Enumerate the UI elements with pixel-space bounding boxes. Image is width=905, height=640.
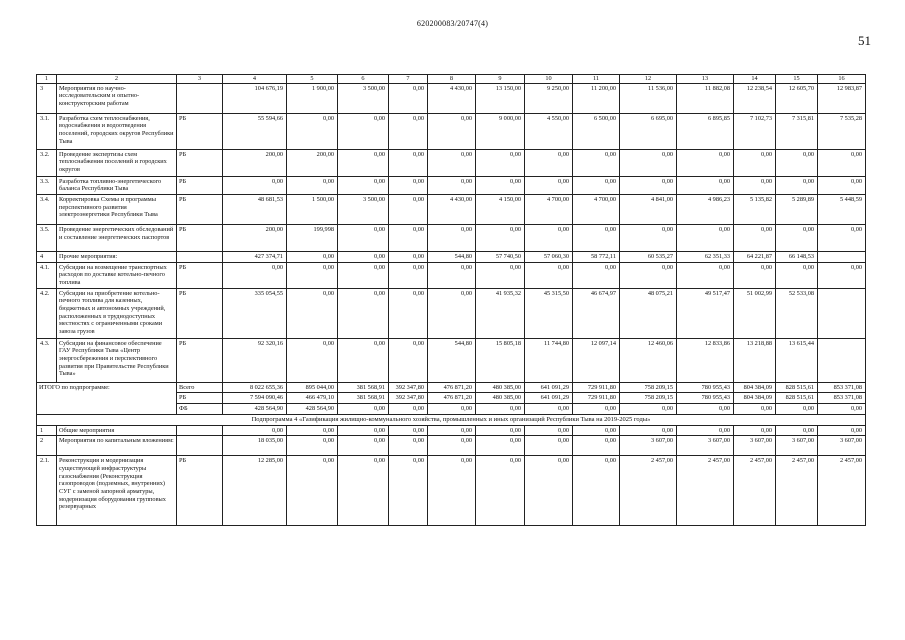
table-row — [37, 338, 866, 382]
value-cell: 0,00 — [620, 225, 677, 252]
value-cell: 0,00 — [525, 262, 573, 288]
value-cell: 0,00 — [776, 404, 818, 415]
value-cell: 0,00 — [818, 262, 866, 288]
value-cell: 0,00 — [389, 149, 428, 176]
value-cell: 11 200,00 — [573, 83, 620, 113]
funding-source: РБ — [177, 456, 223, 526]
value-cell: 13 150,00 — [476, 83, 525, 113]
value-cell: 57 060,30 — [525, 252, 573, 263]
value-cell: 0,00 — [338, 436, 389, 456]
value-cell: 0,00 — [476, 262, 525, 288]
value-cell: 0,00 — [389, 225, 428, 252]
value-cell: 45 315,50 — [525, 288, 573, 338]
value-cell: 0,00 — [338, 149, 389, 176]
value-cell: 0,00 — [428, 176, 476, 194]
value-cell: 7 594 090,46 — [223, 393, 287, 404]
column-header: 6 — [338, 75, 389, 84]
value-cell: 2 457,00 — [677, 456, 734, 526]
value-cell: 804 384,09 — [734, 393, 776, 404]
value-cell: 0,00 — [620, 425, 677, 436]
value-cell: 0,00 — [287, 436, 338, 456]
total-source: РБ — [177, 393, 223, 404]
value-cell: 7 315,81 — [776, 113, 818, 149]
value-cell: 0,00 — [287, 288, 338, 338]
total-source: Всего — [177, 382, 223, 393]
funding-source — [177, 83, 223, 113]
value-cell: 9 250,00 — [525, 83, 573, 113]
value-cell: 60 535,27 — [620, 252, 677, 263]
value-cell: 0,00 — [677, 404, 734, 415]
row-number: 2.1. — [37, 456, 57, 526]
table-row — [37, 425, 866, 436]
value-cell: 0,00 — [428, 404, 476, 415]
value-cell: 199,998 — [287, 225, 338, 252]
row-title: Реконструкция и модернизация существующей инфраструктуры газоснабжения (Реконструкция газопроводов (подземных, внутренних) СУГ с заменой запорной арматуры, модернизация оборудования групповых резервуарных — [57, 456, 177, 526]
value-cell: 13 218,88 — [734, 338, 776, 382]
value-cell: 0,00 — [428, 225, 476, 252]
value-cell: 12 983,87 — [818, 83, 866, 113]
value-cell: 46 674,97 — [573, 288, 620, 338]
value-cell: 0,00 — [776, 262, 818, 288]
column-header: 15 — [776, 75, 818, 84]
table-body — [37, 75, 866, 526]
value-cell: 12 460,06 — [620, 338, 677, 382]
row-title: Субсидии на финансовое обеспечение ГАУ Республики Тыва «Центр энергосбережения и перспективного развития при Правительстве Республики Тыва» — [57, 338, 177, 382]
row-number: 4.1. — [37, 262, 57, 288]
column-header: 2 — [57, 75, 177, 84]
value-cell: 9 000,00 — [476, 113, 525, 149]
value-cell: 381 568,91 — [338, 393, 389, 404]
value-cell: 4 700,00 — [525, 195, 573, 225]
value-cell: 0,00 — [525, 176, 573, 194]
row-number: 3.1. — [37, 113, 57, 149]
value-cell: 0,00 — [677, 262, 734, 288]
value-cell: 6 500,00 — [573, 113, 620, 149]
value-cell: 2 457,00 — [818, 456, 866, 526]
value-cell: 4 841,00 — [620, 195, 677, 225]
value-cell: 11 536,00 — [620, 83, 677, 113]
value-cell: 0,00 — [338, 252, 389, 263]
row-number: 1 — [37, 425, 57, 436]
value-cell: 0,00 — [818, 404, 866, 415]
value-cell: 428 564,90 — [223, 404, 287, 415]
value-cell: 480 385,00 — [476, 382, 525, 393]
row-number: 3.3. — [37, 176, 57, 194]
value-cell: 64 221,87 — [734, 252, 776, 263]
value-cell: 0,00 — [338, 176, 389, 194]
value-cell: 0,00 — [677, 176, 734, 194]
value-cell: 544,80 — [428, 338, 476, 382]
table-row — [37, 288, 866, 338]
value-cell: 0,00 — [476, 404, 525, 415]
funding-source: РБ — [177, 288, 223, 338]
value-cell: 0,00 — [476, 225, 525, 252]
row-title: Мероприятия по капитальным вложениям: — [57, 436, 177, 456]
value-cell: 476 871,20 — [428, 393, 476, 404]
value-cell: 58 772,11 — [573, 252, 620, 263]
value-cell: 0,00 — [677, 225, 734, 252]
value-cell: 2 457,00 — [734, 456, 776, 526]
value-cell: 55 594,66 — [223, 113, 287, 149]
value-cell: 4 986,23 — [677, 195, 734, 225]
value-cell: 641 091,29 — [525, 393, 573, 404]
value-cell: 0,00 — [338, 288, 389, 338]
value-cell: 758 209,15 — [620, 393, 677, 404]
budget-table — [36, 74, 866, 526]
value-cell: 48 681,53 — [223, 195, 287, 225]
column-header-row — [37, 75, 866, 84]
value-cell: 0,00 — [818, 176, 866, 194]
value-cell: 0,00 — [573, 149, 620, 176]
value-cell: 0,00 — [776, 425, 818, 436]
value-cell: 11 744,80 — [525, 338, 573, 382]
funding-source — [177, 425, 223, 436]
value-cell: 4 430,00 — [428, 83, 476, 113]
value-cell: 4 150,00 — [476, 195, 525, 225]
value-cell: 544,80 — [428, 252, 476, 263]
column-header: 1 — [37, 75, 57, 84]
column-header: 16 — [818, 75, 866, 84]
value-cell: 0,00 — [818, 425, 866, 436]
value-cell: 0,00 — [389, 262, 428, 288]
value-cell: 0,00 — [776, 149, 818, 176]
row-number: 3.5. — [37, 225, 57, 252]
value-cell: 0,00 — [734, 176, 776, 194]
value-cell: 1 500,00 — [287, 195, 338, 225]
value-cell: 0,00 — [389, 113, 428, 149]
value-cell: 2 457,00 — [776, 456, 818, 526]
value-cell: 7 102,73 — [734, 113, 776, 149]
value-cell: 0,00 — [476, 436, 525, 456]
value-cell: 729 911,80 — [573, 393, 620, 404]
value-cell: 780 955,43 — [677, 382, 734, 393]
value-cell: 480 385,00 — [476, 393, 525, 404]
value-cell: 18 035,00 — [223, 436, 287, 456]
value-cell: 0,00 — [620, 262, 677, 288]
value-cell: 0,00 — [734, 425, 776, 436]
column-header: 13 — [677, 75, 734, 84]
table-row — [37, 456, 866, 526]
row-title: Мероприятия по научно-исследовательским и опытно-конструкторским работам — [57, 83, 177, 113]
value-cell: 0,00 — [525, 149, 573, 176]
value-cell: 0,00 — [223, 425, 287, 436]
value-cell: 466 479,10 — [287, 393, 338, 404]
value-cell: 104 676,19 — [223, 83, 287, 113]
column-header: 12 — [620, 75, 677, 84]
value-cell: 5 135,82 — [734, 195, 776, 225]
row-title: Разработка схем теплоснабжения, водоснабжения и водоотведения поселений, городских округов Республики Тыва — [57, 113, 177, 149]
value-cell: 392 347,80 — [389, 393, 428, 404]
row-number: 4.3. — [37, 338, 57, 382]
value-cell — [818, 252, 866, 263]
column-header: 7 — [389, 75, 428, 84]
value-cell: 62 351,33 — [677, 252, 734, 263]
value-cell: 1 900,00 — [287, 83, 338, 113]
value-cell: 428 564,90 — [287, 404, 338, 415]
value-cell: 12 285,00 — [223, 456, 287, 526]
row-title: Субсидии на возмещение транспортных расходов по доставке котельно-печного топлива — [57, 262, 177, 288]
row-number: 3.4. — [37, 195, 57, 225]
funding-source: РБ — [177, 225, 223, 252]
row-title: Общие мероприятия — [57, 425, 177, 436]
row-title: Проведение энергетических обследований и составление энергетических паспортов — [57, 225, 177, 252]
funding-source: РБ — [177, 338, 223, 382]
value-cell: 0,00 — [287, 425, 338, 436]
value-cell: 0,00 — [818, 225, 866, 252]
value-cell: 66 148,53 — [776, 252, 818, 263]
value-cell: 0,00 — [338, 456, 389, 526]
total-row — [37, 382, 866, 393]
value-cell: 0,00 — [734, 404, 776, 415]
value-cell: 828 515,61 — [776, 393, 818, 404]
column-header: 14 — [734, 75, 776, 84]
value-cell: 0,00 — [428, 436, 476, 456]
value-cell: 335 054,55 — [223, 288, 287, 338]
value-cell: 0,00 — [428, 288, 476, 338]
table-row — [37, 176, 866, 194]
value-cell: 11 882,08 — [677, 83, 734, 113]
column-header: 10 — [525, 75, 573, 84]
page-number: 51 — [858, 33, 871, 48]
value-cell: 0,00 — [389, 288, 428, 338]
value-cell: 8 022 655,36 — [223, 382, 287, 393]
value-cell: 0,00 — [389, 404, 428, 415]
value-cell: 5 289,89 — [776, 195, 818, 225]
value-cell: 0,00 — [734, 262, 776, 288]
value-cell: 0,00 — [389, 83, 428, 113]
value-cell: 6 895,85 — [677, 113, 734, 149]
value-cell: 804 384,09 — [734, 382, 776, 393]
value-cell: 0,00 — [525, 425, 573, 436]
value-cell: 0,00 — [776, 176, 818, 194]
table-row — [37, 252, 866, 263]
funding-source: РБ — [177, 176, 223, 194]
value-cell: 57 740,50 — [476, 252, 525, 263]
value-cell: 0,00 — [338, 404, 389, 415]
subprogram-title: Подпрограмма 4 «Газификация жилищно-коммунального хозяйства, промышленных и иных организаций Республики Тыва на 2019-2025 годы» — [37, 414, 866, 425]
value-cell: 51 002,99 — [734, 288, 776, 338]
row-number: 3.2. — [37, 149, 57, 176]
value-cell: 52 533,08 — [776, 288, 818, 338]
value-cell: 0,00 — [573, 176, 620, 194]
value-cell: 3 607,00 — [776, 436, 818, 456]
table-row — [37, 83, 866, 113]
value-cell: 7 535,28 — [818, 113, 866, 149]
value-cell: 0,00 — [776, 225, 818, 252]
value-cell: 0,00 — [389, 252, 428, 263]
value-cell: 381 568,91 — [338, 382, 389, 393]
value-cell: 12 097,14 — [573, 338, 620, 382]
value-cell — [818, 288, 866, 338]
value-cell: 0,00 — [428, 149, 476, 176]
value-cell: 828 515,61 — [776, 382, 818, 393]
value-cell: 0,00 — [573, 262, 620, 288]
value-cell: 0,00 — [734, 225, 776, 252]
value-cell: 2 457,00 — [620, 456, 677, 526]
value-cell: 0,00 — [620, 149, 677, 176]
value-cell: 3 500,00 — [338, 83, 389, 113]
value-cell: 0,00 — [573, 456, 620, 526]
value-cell: 4 700,00 — [573, 195, 620, 225]
table-row — [37, 195, 866, 225]
value-cell: 641 091,29 — [525, 382, 573, 393]
value-cell: 13 615,44 — [776, 338, 818, 382]
value-cell: 476 871,20 — [428, 382, 476, 393]
value-cell: 0,00 — [389, 176, 428, 194]
funding-source: РБ — [177, 149, 223, 176]
value-cell: 12 605,70 — [776, 83, 818, 113]
value-cell: 4 550,00 — [525, 113, 573, 149]
row-number: 4 — [37, 252, 57, 263]
value-cell: 3 607,00 — [677, 436, 734, 456]
value-cell: 92 320,16 — [223, 338, 287, 382]
funding-source: РБ — [177, 262, 223, 288]
value-cell: 758 209,15 — [620, 382, 677, 393]
value-cell: 0,00 — [620, 176, 677, 194]
value-cell: 15 805,18 — [476, 338, 525, 382]
value-cell: 0,00 — [389, 456, 428, 526]
value-cell: 0,00 — [389, 425, 428, 436]
value-cell: 0,00 — [287, 176, 338, 194]
column-header: 11 — [573, 75, 620, 84]
value-cell: 0,00 — [525, 404, 573, 415]
value-cell: 0,00 — [338, 425, 389, 436]
value-cell: 0,00 — [287, 252, 338, 263]
row-title: Разработка топливно-энергетического баланса Республики Тыва — [57, 176, 177, 194]
value-cell: 0,00 — [223, 262, 287, 288]
value-cell: 0,00 — [223, 176, 287, 194]
funding-source — [177, 252, 223, 263]
value-cell: 0,00 — [476, 176, 525, 194]
value-cell: 0,00 — [573, 225, 620, 252]
value-cell: 3 500,00 — [338, 195, 389, 225]
value-cell: 0,00 — [573, 404, 620, 415]
value-cell: 4 430,00 — [428, 195, 476, 225]
value-cell: 0,00 — [476, 425, 525, 436]
funding-source: РБ — [177, 195, 223, 225]
row-number: 4.2. — [37, 288, 57, 338]
value-cell: 853 371,08 — [818, 382, 866, 393]
value-cell: 0,00 — [677, 425, 734, 436]
value-cell: 0,00 — [287, 262, 338, 288]
table-row — [37, 262, 866, 288]
funding-source — [177, 436, 223, 456]
value-cell: 0,00 — [428, 262, 476, 288]
value-cell: 12 833,86 — [677, 338, 734, 382]
column-header: 9 — [476, 75, 525, 84]
row-title: Корректировка Схемы и программы перспективного развития электроэнергетики Республики Тыва — [57, 195, 177, 225]
value-cell: 0,00 — [525, 225, 573, 252]
value-cell: 729 911,80 — [573, 382, 620, 393]
value-cell: 0,00 — [428, 456, 476, 526]
column-header: 4 — [223, 75, 287, 84]
value-cell: 0,00 — [525, 456, 573, 526]
subprogram-row — [37, 414, 866, 425]
table-row — [37, 113, 866, 149]
value-cell: 0,00 — [389, 436, 428, 456]
table-row — [37, 436, 866, 456]
value-cell: 200,00 — [223, 225, 287, 252]
value-cell: 0,00 — [338, 262, 389, 288]
value-cell: 48 075,21 — [620, 288, 677, 338]
value-cell — [818, 338, 866, 382]
table-row — [37, 149, 866, 176]
value-cell: 0,00 — [476, 456, 525, 526]
document-code: 620200083/20747(4) — [416, 19, 489, 28]
value-cell: 0,00 — [287, 113, 338, 149]
row-title: Прочие мероприятия: — [57, 252, 177, 263]
value-cell: 0,00 — [734, 149, 776, 176]
column-header: 5 — [287, 75, 338, 84]
total-label: ИТОГО по подпрограмме: — [37, 382, 177, 414]
value-cell: 3 607,00 — [818, 436, 866, 456]
value-cell: 3 607,00 — [620, 436, 677, 456]
value-cell: 0,00 — [389, 338, 428, 382]
value-cell: 0,00 — [338, 225, 389, 252]
value-cell: 200,00 — [287, 149, 338, 176]
total-source: ФБ — [177, 404, 223, 415]
value-cell: 12 238,54 — [734, 83, 776, 113]
funding-source: РБ — [177, 113, 223, 149]
value-cell: 5 448,59 — [818, 195, 866, 225]
value-cell: 0,00 — [287, 456, 338, 526]
column-header: 3 — [177, 75, 223, 84]
value-cell: 0,00 — [389, 195, 428, 225]
value-cell: 6 695,00 — [620, 113, 677, 149]
value-cell: 0,00 — [573, 436, 620, 456]
value-cell: 0,00 — [620, 404, 677, 415]
value-cell: 0,00 — [476, 149, 525, 176]
row-number: 3 — [37, 83, 57, 113]
value-cell: 0,00 — [818, 149, 866, 176]
row-title: Субсидии на приобретение котельно-печного топлива для казенных, бюджетных и автономных учреждений, расположенных в труднодоступных местностях с ограниченными сроками завоза грузов — [57, 288, 177, 338]
row-title: Проведение экспертизы схем теплоснабжения поселений и городских округов — [57, 149, 177, 176]
value-cell: 427 374,71 — [223, 252, 287, 263]
value-cell: 392 347,80 — [389, 382, 428, 393]
value-cell: 3 607,00 — [734, 436, 776, 456]
value-cell: 0,00 — [428, 113, 476, 149]
column-header: 8 — [428, 75, 476, 84]
row-number: 2 — [37, 436, 57, 456]
value-cell: 200,00 — [223, 149, 287, 176]
value-cell: 0,00 — [338, 338, 389, 382]
value-cell: 0,00 — [428, 425, 476, 436]
table-row — [37, 225, 866, 252]
value-cell: 0,00 — [287, 338, 338, 382]
value-cell: 0,00 — [677, 149, 734, 176]
value-cell: 780 955,43 — [677, 393, 734, 404]
value-cell: 0,00 — [573, 425, 620, 436]
value-cell: 0,00 — [338, 113, 389, 149]
value-cell: 853 371,08 — [818, 393, 866, 404]
value-cell: 41 935,32 — [476, 288, 525, 338]
value-cell: 0,00 — [525, 436, 573, 456]
value-cell: 895 044,00 — [287, 382, 338, 393]
value-cell: 49 517,47 — [677, 288, 734, 338]
